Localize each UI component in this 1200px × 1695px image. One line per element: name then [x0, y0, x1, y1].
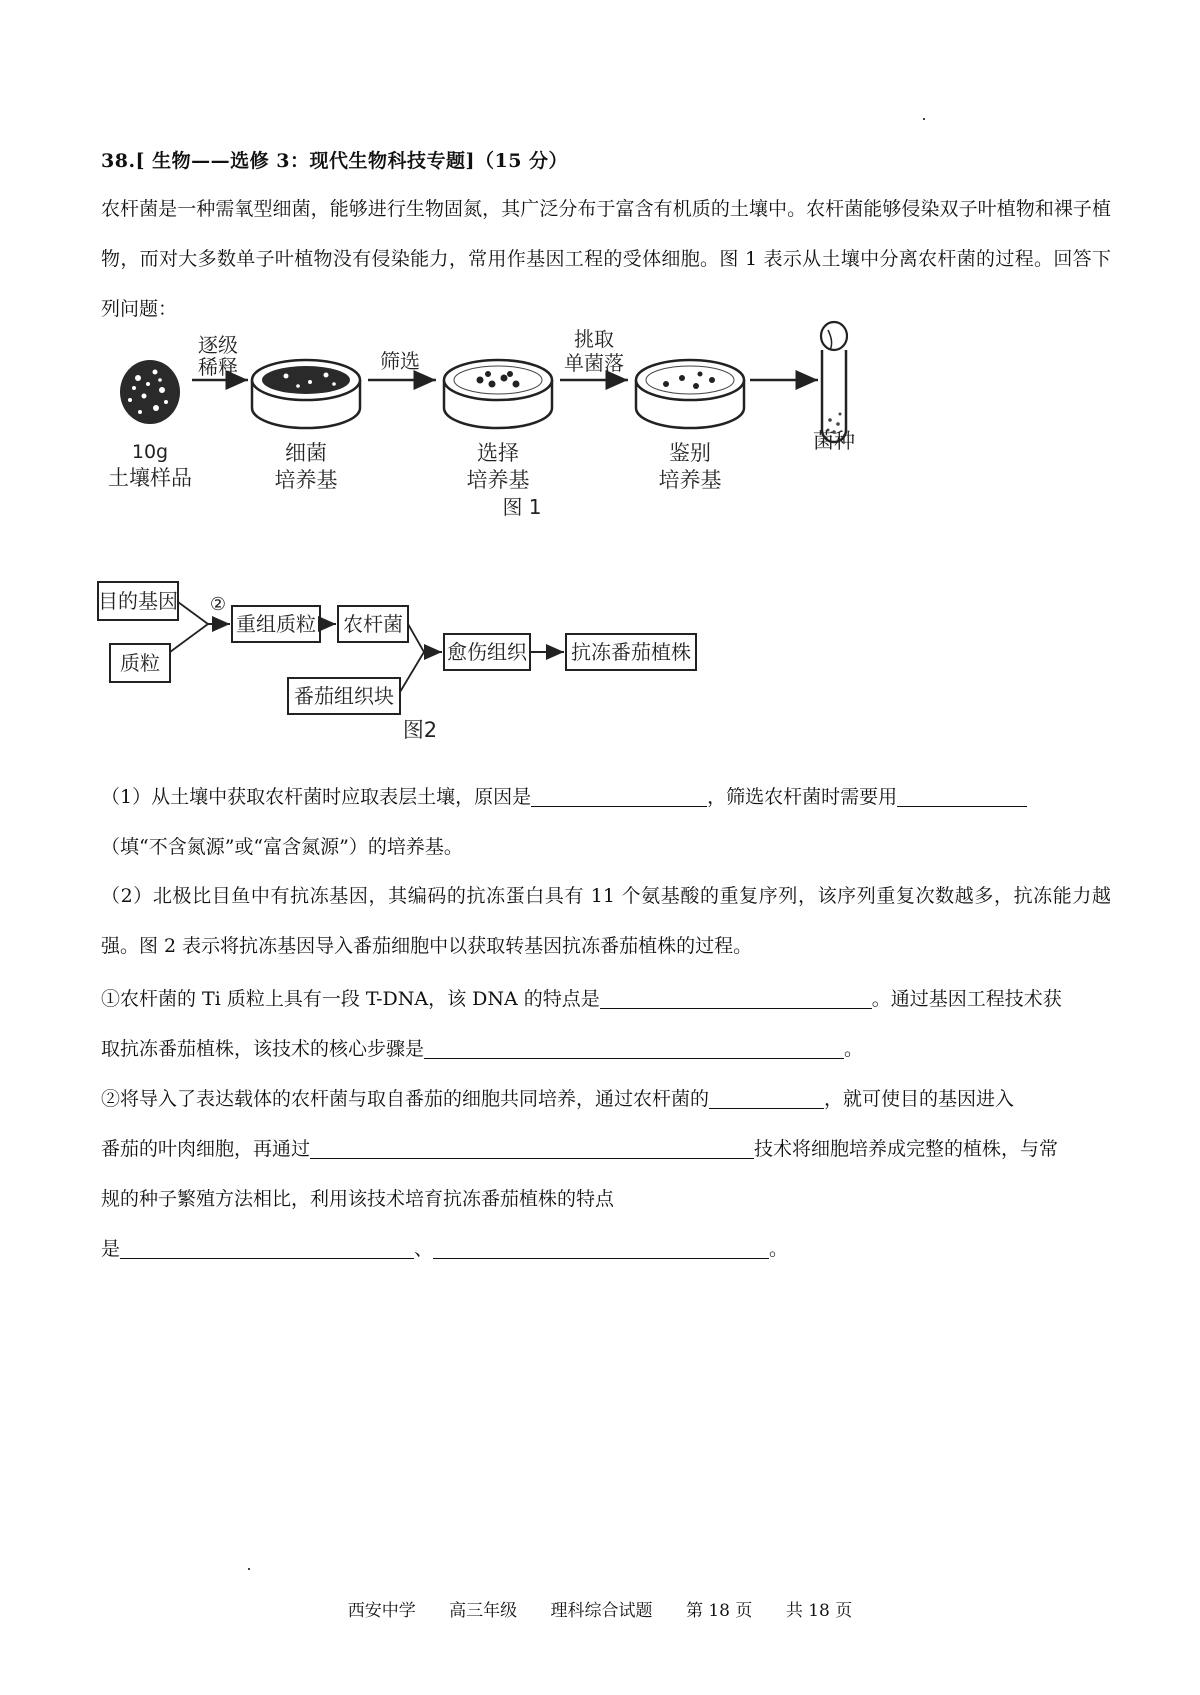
dish2-label-line2: 培养基	[466, 468, 530, 492]
step-marker-2: ②	[209, 594, 227, 615]
q1-line1	[101, 782, 1027, 809]
q1-text-part1: （1）从土壤中获取农杆菌时应取表层土壤，原因是	[101, 786, 532, 808]
tube-label: 菌种	[813, 429, 855, 453]
footer-subject: 理科综合试题	[550, 1601, 653, 1621]
q1-line2: （填“不含氮源”或“富含氮源”）的培养基。	[101, 836, 463, 858]
label-plasmid: 质粒	[120, 651, 160, 675]
footer-total: 共 18 页	[785, 1601, 853, 1621]
q2-s2-blank-feature-1[interactable]	[120, 1238, 414, 1259]
footer-page: 第 18 页	[685, 1601, 753, 1621]
q2-s2-text-part1: ②将导入了表达载体的农杆菌与取自番茄的细胞共同培养，通过农杆菌的	[101, 1088, 710, 1110]
q2-intro: （2）北极比目鱼中有抗冻基因，其编码的抗冻蛋白具有 11 个氨基酸的重复序列，该序列重复次数越多，抗冻能力越强。图 2 表示将抗冻基因导入番茄细胞中以获取转基因抗冻番茄植株的过程。	[101, 885, 1111, 957]
figure-1-diagram	[100, 327, 980, 560]
q2-s1-line1	[101, 984, 1062, 1011]
figure-2-caption: 图2	[402, 718, 438, 742]
soil-sample-label: 土壤样品	[108, 466, 192, 490]
label-target-gene: 目的基因	[98, 589, 178, 613]
figure-1-caption: 图 1	[502, 495, 542, 519]
step-pick-line2: 单菌落	[564, 351, 624, 375]
label-plant: 抗冻番茄植株	[571, 640, 691, 664]
q2-s2-line3: 规的种子繁殖方法相比，利用该技术培育抗冻番茄植株的特点	[101, 1188, 615, 1210]
q2-s2-text-part6: 是	[101, 1238, 121, 1260]
q2-s2-text-part2: ，就可使目的基因进入	[824, 1088, 1015, 1110]
q2-s1-blank-core-step[interactable]	[424, 1038, 844, 1059]
question-heading: 38.[ 生物——选修 3：现代生物科技专题]（15 分）	[101, 150, 569, 172]
q2-s1-blank-tdna[interactable]	[600, 988, 872, 1009]
connector-agro	[408, 624, 424, 652]
step-dilute-line1: 逐级	[198, 333, 238, 357]
soil-sample-icon	[120, 360, 180, 424]
q2-s1-text-part4: 。	[844, 1038, 864, 1060]
q2-s2-line1	[101, 1084, 1014, 1111]
q2-s2-blank-technique[interactable]	[310, 1138, 754, 1159]
figure-2-diagram	[96, 580, 796, 740]
connector-gene	[178, 602, 208, 624]
soil-sample-mass: 10g	[131, 441, 169, 463]
q2-s2-line4	[101, 1234, 788, 1261]
step-screen: 筛选	[380, 349, 420, 373]
dish3-label-line2: 培养基	[658, 468, 722, 492]
q1-text-part2: ，筛选农杆菌时需要用	[707, 786, 898, 808]
dish1-label-line2: 培养基	[274, 468, 338, 492]
q2-s2-text-part7: 、	[414, 1238, 434, 1260]
scan-speck	[923, 118, 925, 120]
connector-plasmid	[170, 624, 208, 652]
label-tomato-tissue: 番茄组织块	[294, 684, 394, 708]
step-dilute-line2: 稀释	[198, 355, 238, 379]
label-agrobacterium: 农杆菌	[343, 612, 403, 636]
q1-blank-medium[interactable]	[897, 786, 1027, 807]
dish3-label-line1: 鉴别	[669, 441, 711, 465]
page-footer	[0, 1596, 1200, 1621]
petri-dish-differential-icon	[636, 360, 744, 428]
q2-s1-line2	[101, 1034, 863, 1061]
petri-dish-selective-icon	[444, 360, 552, 428]
q2-s2-line2	[101, 1134, 1058, 1161]
q2-s1-text-part1: ①农杆菌的 Ti 质粒上具有一段 T-DNA，该 DNA 的特点是	[101, 988, 600, 1010]
petri-dish-bacteria-icon	[252, 360, 360, 428]
q2-s1-text-part2: 。通过基因工程技术获	[871, 988, 1062, 1010]
q2-s2-text-part8: 。	[769, 1238, 789, 1260]
dish2-label-line1: 选择	[477, 441, 519, 465]
q2-s2-blank-infection[interactable]	[709, 1088, 824, 1109]
label-recombinant-plasmid: 重组质粒	[236, 612, 316, 636]
q2-s1-text-part3: 取抗冻番茄植株，该技术的核心步骤是	[101, 1038, 425, 1060]
test-tube-icon	[821, 322, 847, 442]
footer-school: 西安中学	[347, 1601, 416, 1621]
step-pick-line1: 挑取	[574, 327, 614, 351]
dish1-label-line1: 细菌	[285, 441, 327, 465]
question-intro: 农杆菌是一种需氧型细菌，能够进行生物固氮，其广泛分布于富含有机质的土壤中。农杆菌能够侵染双子叶植物和裸子植物，而对大多数单子叶植物没有侵染能力，常用作基因工程的受体细胞。图 1 表示从土壤中分离农杆菌的过程。回答下列问题：	[101, 198, 1111, 320]
q1-blank-reason[interactable]	[531, 786, 707, 807]
connector-tissue	[400, 652, 424, 692]
q2-s2-blank-feature-2[interactable]	[433, 1238, 769, 1259]
footer-grade: 高三年级	[449, 1601, 518, 1621]
q2-s2-text-part4: 技术将细胞培养成完整的植株，与常	[754, 1138, 1059, 1160]
q2-s2-text-part3: 番茄的叶肉细胞，再通过	[101, 1138, 311, 1160]
scan-speck	[248, 1568, 250, 1570]
label-callus: 愈伤组织	[447, 640, 527, 664]
